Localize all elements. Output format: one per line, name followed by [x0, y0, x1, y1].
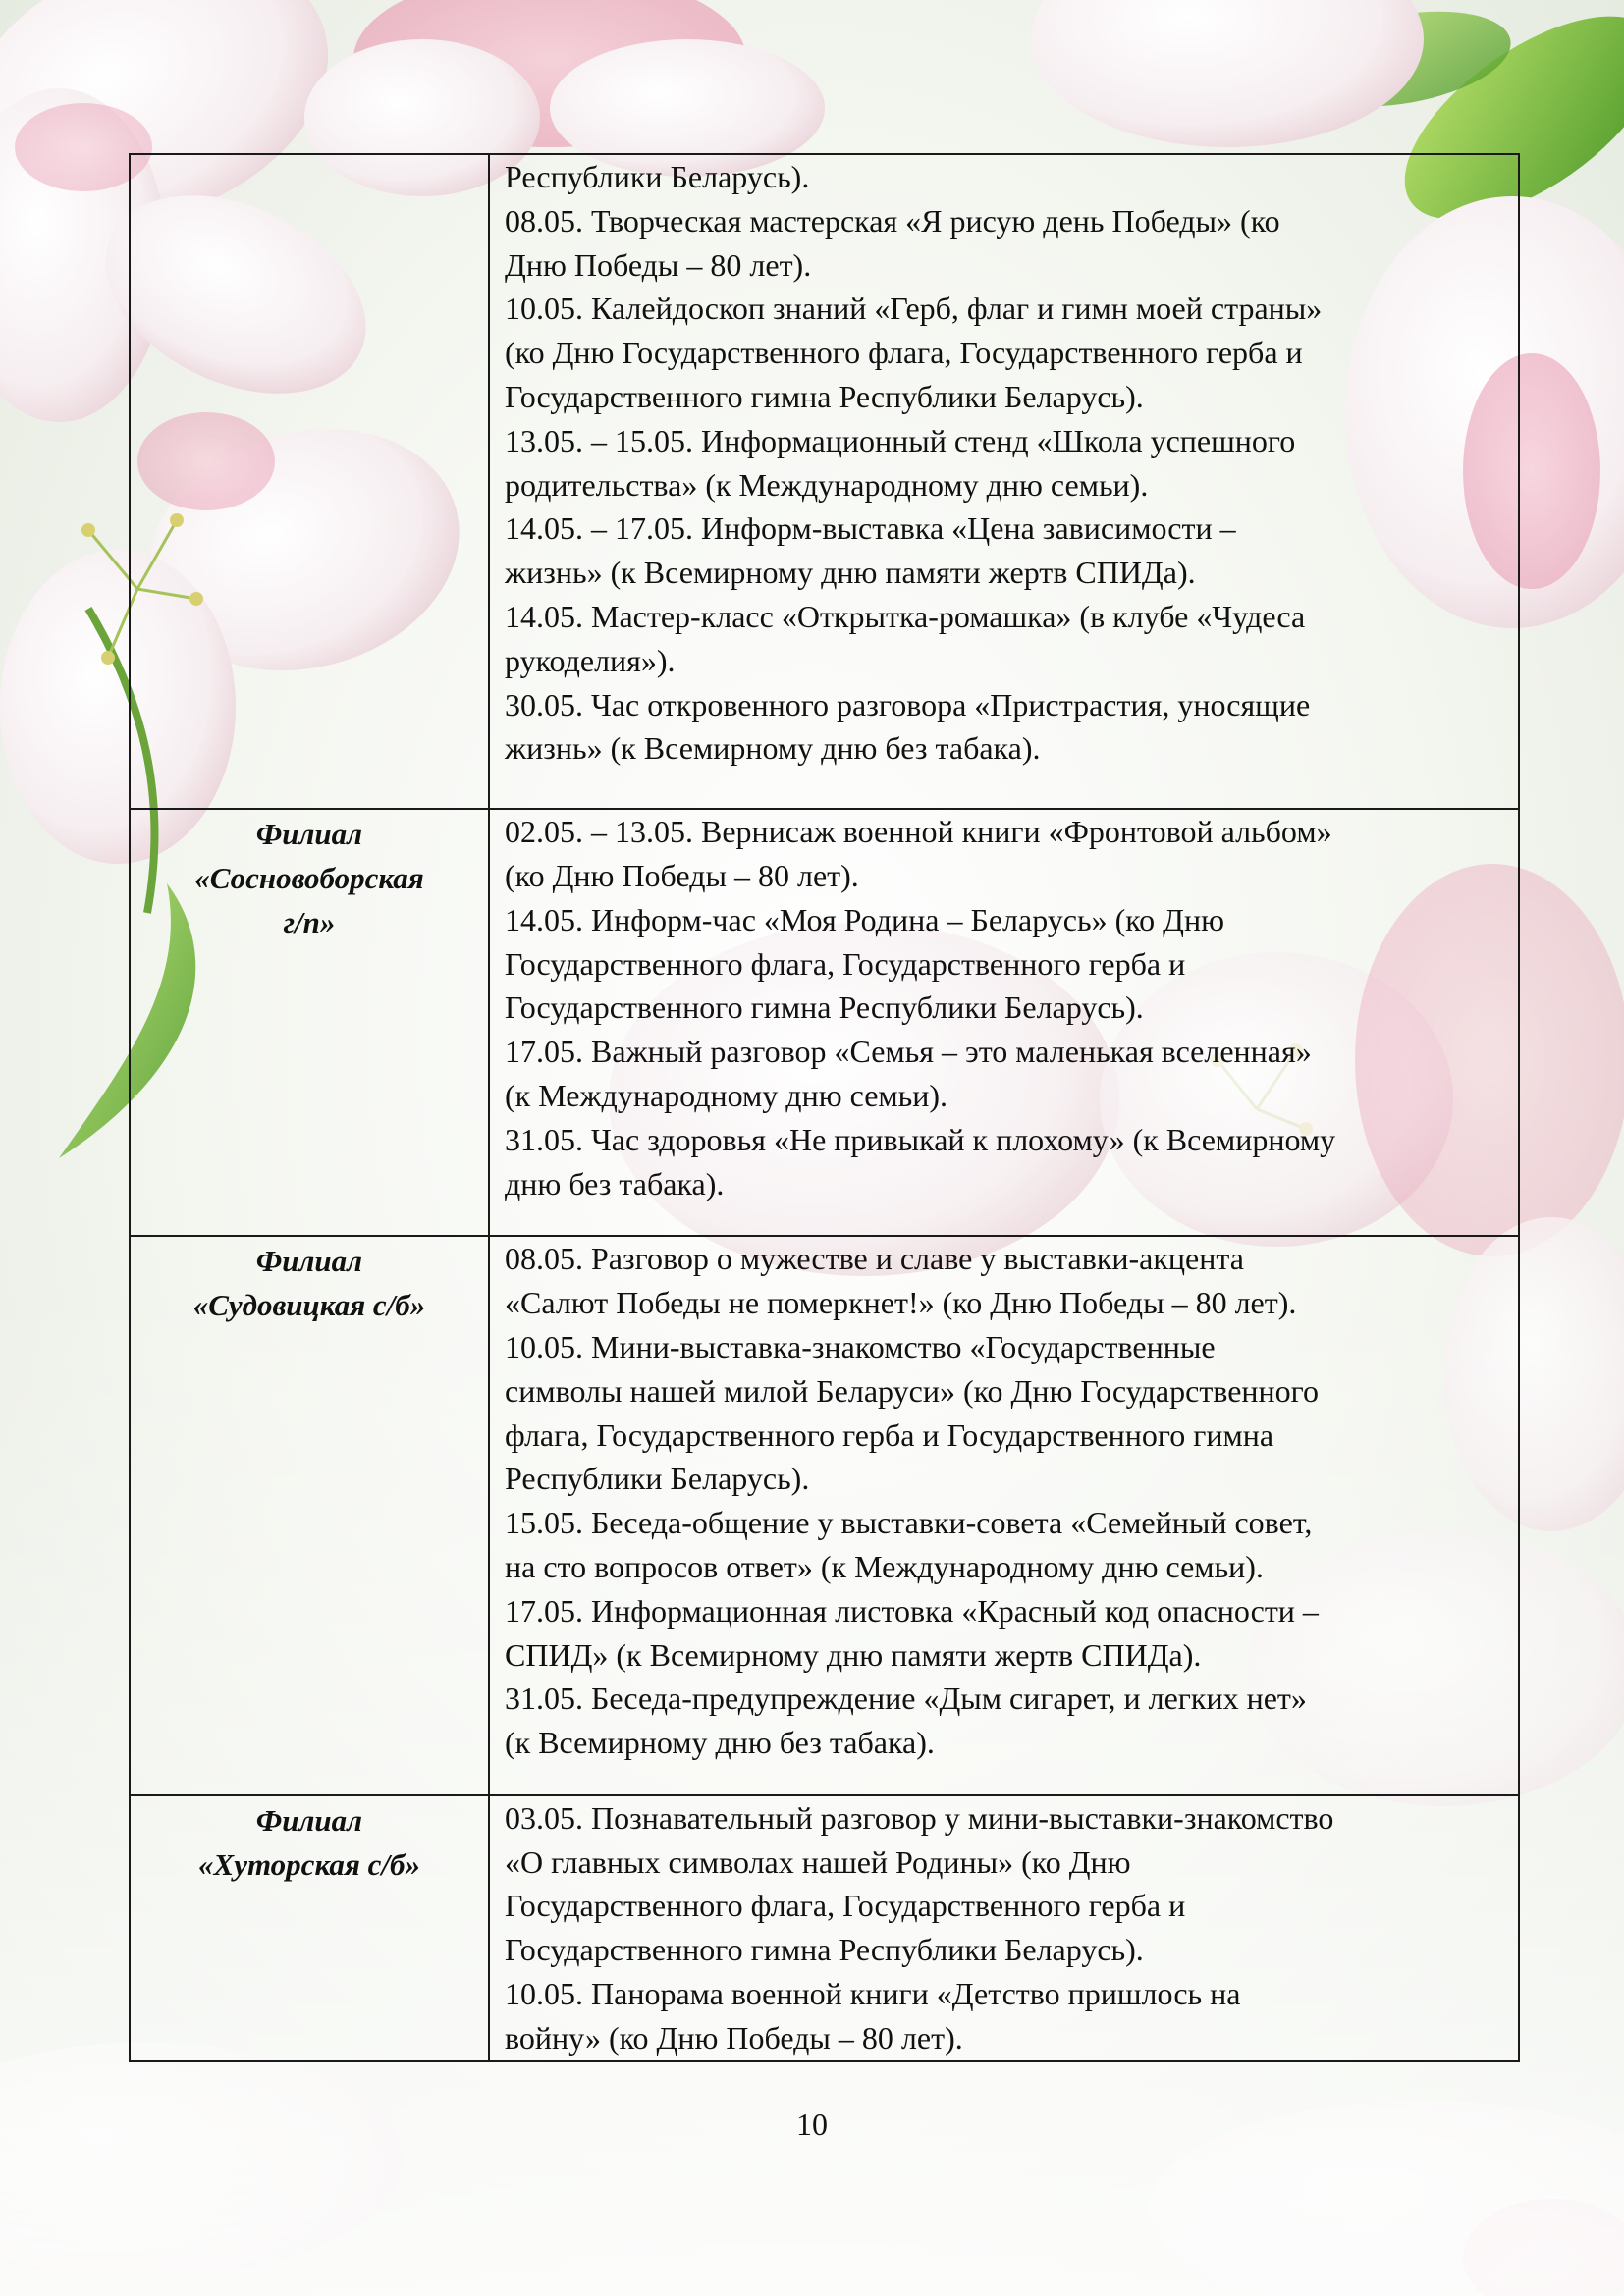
event-text: 13.05. – 15.05. Информационный стенд «Школа успешного — [505, 422, 1296, 458]
table-row — [130, 154, 1519, 809]
event-text: СПИД» (к Всемирному дню памяти жертв СПИДа). — [505, 1636, 1202, 1673]
event-text: 17.05. Важный разговор «Семья – это маленькая вселенная» — [505, 1034, 1312, 1070]
event-text: войну» (ко Дню Победы – 80 лет). — [505, 2019, 963, 2056]
event-text: Государственного гимна Республики Беларусь). — [505, 989, 1144, 1026]
table-row — [130, 809, 1519, 1236]
event-text: 10.05. Калейдоскоп знаний «Герб, флаг и гимн моей страны» — [505, 291, 1323, 327]
event-text: Республики Беларусь). — [505, 1461, 810, 1497]
branch-name-line: «Судовицкая с/б» — [192, 1288, 426, 1323]
event-text: 30.05. Час откровенного разговора «Пристрастия, уносящие — [505, 686, 1311, 722]
events-plan-table — [129, 153, 1520, 2062]
event-text: 02.05. – 13.05. Вернисаж военной книги «Фронтовой альбом» — [505, 814, 1332, 850]
event-text: (ко Дню Победы – 80 лет). — [505, 857, 859, 893]
branch-cell — [130, 809, 489, 1236]
table-row — [130, 1795, 1519, 2061]
event-text: 31.05. Час здоровья «Не привыкай к плохому» (к Всемирному — [505, 1121, 1336, 1157]
event-text: 08.05. Разговор о мужестве и славе у выставки-акцента — [505, 1241, 1244, 1277]
events-cell — [489, 809, 1519, 1236]
event-text: 14.05. Информ-час «Моя Родина – Беларусь» (ко Дню — [505, 901, 1225, 937]
branch-cell — [130, 154, 489, 809]
events-cell — [489, 154, 1519, 809]
events-cell — [489, 1795, 1519, 2061]
event-text: «Салют Победы не померкнет!» (ко Дню Победы – 80 лет). — [505, 1285, 1297, 1321]
event-text: 08.05. Творческая мастерская «Я рисую день Победы» (ко — [505, 202, 1280, 239]
event-text: Государственного гимна Республики Беларусь). — [505, 378, 1144, 414]
event-text: Дню Победы – 80 лет). — [505, 246, 812, 283]
events-cell — [489, 1236, 1519, 1795]
page-number: 10 — [796, 2107, 828, 2142]
branch-name-line: Филиал — [255, 1244, 363, 1279]
event-text: 03.05. Познавательный разговор у мини-выставки-знакомство — [505, 1799, 1334, 1836]
event-text: Государственного флага, Государственного герба и — [505, 1888, 1186, 1924]
event-text: флага, Государственного герба и Государственного гимна — [505, 1416, 1274, 1453]
event-text: «О главных символах нашей Родины» (ко Дню — [505, 1843, 1131, 1880]
event-text: дню без табака). — [505, 1165, 725, 1201]
event-text: (ко Дню Государственного флага, Государственного герба и — [505, 335, 1303, 371]
event-text: жизнь» (к Всемирному дню памяти жертв СПИДа). — [505, 555, 1196, 591]
event-text: символы нашей милой Беларуси» (ко Дню Государственного — [505, 1372, 1319, 1409]
branch-name-line: «Сосновоборская — [194, 861, 424, 896]
event-text: 14.05. – 17.05. Информ-выставка «Цена зависимости – — [505, 510, 1236, 547]
event-text: 10.05. Панорама военной книги «Детство пришлось на — [505, 1976, 1241, 2012]
event-text: рукоделия»). — [505, 642, 676, 678]
event-text: 14.05. Мастер-класс «Открытка-ромашка» (в клубе «Чудеса — [505, 598, 1306, 634]
event-text: (к Международному дню семьи). — [505, 1077, 948, 1113]
event-text: 31.05. Беседа-предупреждение «Дым сигарет, и легких нет» — [505, 1681, 1307, 1717]
event-text: Государственного флага, Государственного герба и — [505, 945, 1186, 982]
event-text: Республики Беларусь). — [505, 159, 810, 194]
event-text: (к Всемирному дню без табака). — [505, 1725, 935, 1761]
branch-cell — [130, 1795, 489, 2061]
event-text: 10.05. Мини-выставка-знакомство «Государственные — [505, 1328, 1216, 1364]
event-text: на сто вопросов ответ» (к Международному дню семьи). — [505, 1548, 1264, 1584]
branch-name-line: «Хуторская с/б» — [198, 1846, 420, 1882]
branch-name-line: г/п» — [283, 905, 336, 940]
event-text: жизнь» (к Всемирному дню без табака). — [505, 730, 1041, 767]
branch-cell — [130, 1236, 489, 1795]
event-text: Государственного гимна Республики Беларусь). — [505, 1932, 1144, 1968]
event-text: 15.05. Беседа-общение у выставки-совета «Семейный совет, — [505, 1505, 1313, 1541]
branch-name-line: Филиал — [255, 817, 363, 852]
event-text: 17.05. Информационная листовка «Красный код опасности – — [505, 1592, 1319, 1629]
event-text: родительства» (к Международному дню семьи). — [505, 466, 1149, 503]
branch-name-line: Филиал — [255, 1802, 363, 1838]
table-row — [130, 1236, 1519, 1795]
